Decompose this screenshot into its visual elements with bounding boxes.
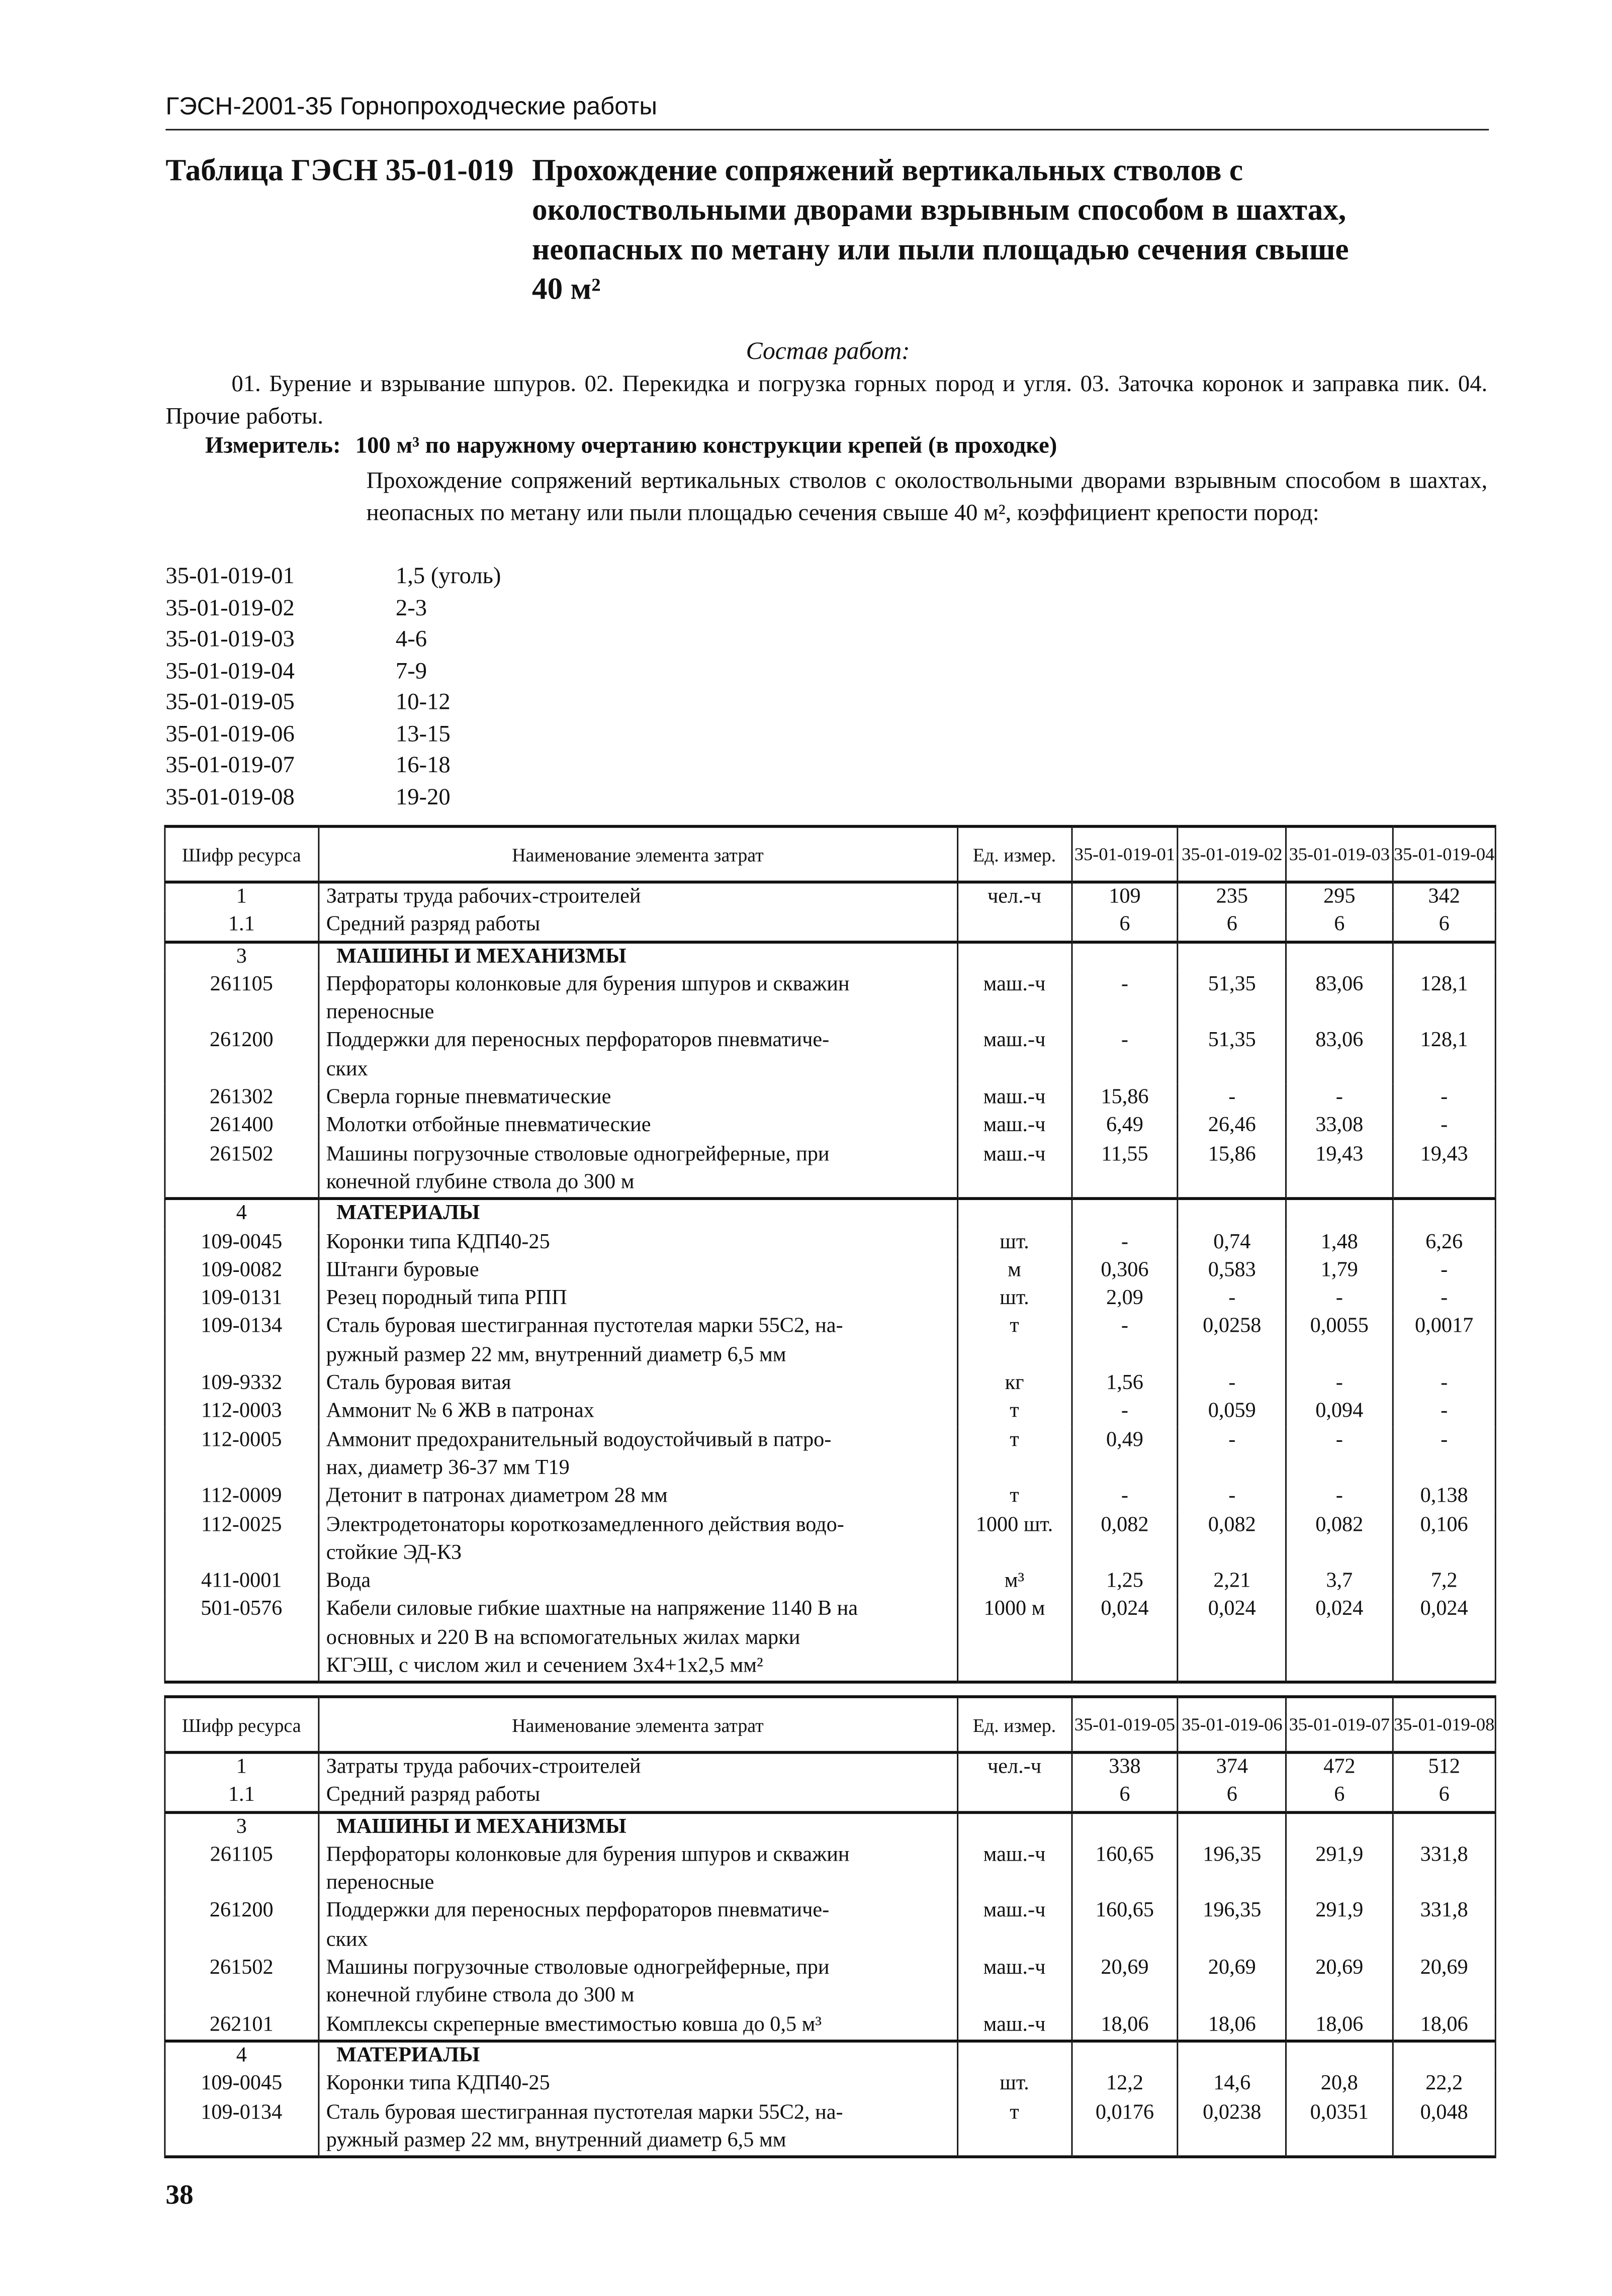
resource-unit bbox=[957, 912, 1071, 942]
resource-unit: маш.-ч bbox=[957, 1113, 1071, 1141]
resource-value: 472 bbox=[1286, 1753, 1393, 1782]
header-code: Шифр ресурса bbox=[165, 826, 318, 882]
resource-name: Аммонит предохранительный водоустойчивый в патро- нах, диаметр 36-37 мм Т19 bbox=[318, 1427, 958, 1483]
empty-cell bbox=[1393, 1812, 1495, 1842]
resource-code: 109-0045 bbox=[165, 2071, 318, 2099]
resource-value: 20,69 bbox=[1071, 1955, 1178, 2011]
resource-value: 33,08 bbox=[1286, 1113, 1393, 1141]
resource-value: 18,06 bbox=[1071, 2011, 1178, 2041]
resource-value: - bbox=[1393, 1427, 1495, 1483]
resource-value: 0,024 bbox=[1286, 1596, 1393, 1683]
empty-cell bbox=[957, 1199, 1071, 1229]
empty-cell bbox=[1286, 942, 1393, 971]
code-row bbox=[165, 719, 501, 751]
table-row bbox=[165, 1398, 1495, 1426]
table-row bbox=[165, 1427, 1495, 1483]
resource-name: Сверла горные пневматические bbox=[318, 1084, 958, 1113]
resource-value: 6 bbox=[1071, 912, 1178, 942]
resource-value: 0,0017 bbox=[1393, 1314, 1495, 1370]
table-row bbox=[165, 912, 1495, 942]
resource-name: Сталь буровая шестигранная пустотелая марки 55С2, на- ружный размер 22 мм, внутренний диаметр 6,5 мм bbox=[318, 1314, 958, 1370]
resource-value: 20,8 bbox=[1286, 2071, 1393, 2099]
resource-value: 22,2 bbox=[1393, 2071, 1495, 2099]
header-norm-code: 35-01-019-07 bbox=[1286, 1697, 1393, 1753]
section-code: 4 bbox=[165, 1199, 318, 1229]
resource-code: 1 bbox=[165, 1753, 318, 1782]
header-name: Наименование элемента затрат bbox=[318, 826, 958, 882]
resource-code: 112-0025 bbox=[165, 1511, 318, 1568]
resource-value: 0,082 bbox=[1178, 1511, 1286, 1568]
resource-unit: маш.-ч bbox=[957, 971, 1071, 1028]
resource-name: Средний разряд работы bbox=[318, 912, 958, 942]
empty-cell bbox=[1178, 942, 1286, 971]
resource-value: 83,06 bbox=[1286, 1028, 1393, 1084]
table-row bbox=[165, 1898, 1495, 1955]
resource-name: Аммонит № 6 ЖВ в патронах bbox=[318, 1398, 958, 1426]
resource-value: - bbox=[1178, 1084, 1286, 1113]
measure-value: 100 м³ по наружному очертанию конструкции крепей (в проходке) bbox=[355, 433, 1057, 459]
section-row bbox=[165, 942, 1495, 971]
section-row bbox=[165, 1199, 1495, 1229]
works-heading: Состав работ: bbox=[746, 337, 910, 365]
section-title: МАТЕРИАЛЫ bbox=[318, 1199, 958, 1229]
empty-cell bbox=[1178, 2041, 1286, 2071]
header-row bbox=[165, 1697, 1495, 1753]
empty-cell bbox=[1393, 2041, 1495, 2071]
title-line: околоствольными дворами взрывным способом в шахтах, bbox=[531, 192, 1347, 227]
resource-code: 262101 bbox=[165, 2011, 318, 2041]
resource-name: Перфораторы колонковые для бурения шпуров и скважин переносные bbox=[318, 1842, 958, 1898]
resource-value: 0,306 bbox=[1071, 1257, 1178, 1285]
table-row bbox=[165, 1113, 1495, 1141]
code-value: 1,5 (уголь) bbox=[395, 564, 501, 589]
resource-name: Затраты труда рабочих-строителей bbox=[318, 882, 958, 912]
header-unit: Ед. измер. bbox=[957, 826, 1071, 882]
resource-code: 261302 bbox=[165, 1084, 318, 1113]
resource-value: 0,0176 bbox=[1071, 2099, 1178, 2157]
resource-code: 112-0005 bbox=[165, 1427, 318, 1483]
header-unit: Ед. измер. bbox=[957, 1697, 1071, 1753]
running-header: ГЭСН-2001-35 Горнопроходческие работы bbox=[165, 92, 658, 120]
resource-name: Затраты труда рабочих-строителей bbox=[318, 1753, 958, 1782]
resource-value: 0,059 bbox=[1178, 1398, 1286, 1426]
resource-value: 2,21 bbox=[1178, 1568, 1286, 1596]
title-prefix: Таблица ГЭСН 35-01-019 bbox=[165, 152, 514, 188]
empty-cell bbox=[1071, 1199, 1178, 1229]
resource-value: 6,49 bbox=[1071, 1113, 1178, 1141]
resource-name: Сталь буровая шестигранная пустотелая марки 55С2, на- ружный размер 22 мм, внутренний диаметр 6,5 мм bbox=[318, 2099, 958, 2157]
resource-unit: шт. bbox=[957, 1285, 1071, 1313]
code-value: 7-9 bbox=[395, 659, 427, 684]
resource-value: 331,8 bbox=[1393, 1842, 1495, 1898]
resource-unit: т bbox=[957, 1314, 1071, 1370]
resource-value: 18,06 bbox=[1393, 2011, 1495, 2041]
measure-line bbox=[205, 434, 1057, 460]
resource-value: 6 bbox=[1071, 1782, 1178, 1812]
resource-value: 0,0258 bbox=[1178, 1314, 1286, 1370]
code-id: 35-01-019-01 bbox=[165, 564, 295, 589]
resource-value: 291,9 bbox=[1286, 1898, 1393, 1955]
resource-unit: т bbox=[957, 2099, 1071, 2157]
resource-value: 512 bbox=[1393, 1753, 1495, 1782]
resource-value: 0,106 bbox=[1393, 1511, 1495, 1568]
resource-value: 0,082 bbox=[1286, 1511, 1393, 1568]
table-row bbox=[165, 1370, 1495, 1398]
resource-code: 112-0003 bbox=[165, 1398, 318, 1426]
table-row bbox=[165, 1955, 1495, 2011]
code-row bbox=[165, 687, 501, 719]
code-value: 10-12 bbox=[395, 690, 451, 715]
table-row bbox=[165, 1596, 1495, 1683]
resource-code: 261502 bbox=[165, 1141, 318, 1199]
resource-code: 261502 bbox=[165, 1955, 318, 2011]
resource-value: 160,65 bbox=[1071, 1842, 1178, 1898]
table-row bbox=[165, 1084, 1495, 1113]
resource-value: - bbox=[1286, 1285, 1393, 1313]
resource-value: - bbox=[1393, 1257, 1495, 1285]
resource-value: 0,024 bbox=[1071, 1596, 1178, 1683]
resource-name: Резец породный типа РПП bbox=[318, 1285, 958, 1313]
resource-name: Комплексы скреперные вместимостью ковша до 0,5 м³ bbox=[318, 2011, 958, 2041]
resource-value: - bbox=[1178, 1483, 1286, 1511]
resource-unit: 1000 шт. bbox=[957, 1511, 1071, 1568]
resource-value: 342 bbox=[1393, 882, 1495, 912]
resource-value: 331,8 bbox=[1393, 1898, 1495, 1955]
code-value: 13-15 bbox=[395, 721, 451, 747]
code-id: 35-01-019-04 bbox=[165, 659, 295, 684]
resource-unit: м³ bbox=[957, 1568, 1071, 1596]
resource-value: 0,094 bbox=[1286, 1398, 1393, 1426]
resource-code: 109-0134 bbox=[165, 2099, 318, 2157]
resource-value: - bbox=[1071, 1483, 1178, 1511]
codes-list bbox=[165, 561, 501, 813]
code-row bbox=[165, 782, 501, 813]
resource-value: 0,49 bbox=[1071, 1427, 1178, 1483]
resource-unit: т bbox=[957, 1427, 1071, 1483]
code-value: 19-20 bbox=[395, 784, 451, 810]
resource-name: Поддержки для переносных перфораторов пневматиче- ских bbox=[318, 1898, 958, 1955]
resource-value: 160,65 bbox=[1071, 1898, 1178, 1955]
code-value: 16-18 bbox=[395, 753, 451, 778]
section-title: МАТЕРИАЛЫ bbox=[318, 2041, 958, 2071]
resource-unit bbox=[957, 1782, 1071, 1812]
empty-cell bbox=[1071, 942, 1178, 971]
table-row bbox=[165, 1141, 1495, 1199]
resource-value: - bbox=[1178, 1370, 1286, 1398]
table-row bbox=[165, 2099, 1495, 2157]
code-value: 4-6 bbox=[395, 627, 427, 652]
resource-value: - bbox=[1286, 1370, 1393, 1398]
resource-value: - bbox=[1071, 1314, 1178, 1370]
resource-value: 0,0351 bbox=[1286, 2099, 1393, 2157]
header-norm-code: 35-01-019-08 bbox=[1393, 1697, 1495, 1753]
resource-value: 15,86 bbox=[1178, 1141, 1286, 1199]
resource-value: 20,69 bbox=[1178, 1955, 1286, 2011]
resource-unit: маш.-ч bbox=[957, 1141, 1071, 1199]
resource-code: 501-0576 bbox=[165, 1596, 318, 1683]
table-row bbox=[165, 1782, 1495, 1812]
resource-value: 6 bbox=[1178, 1782, 1286, 1812]
empty-cell bbox=[1286, 1199, 1393, 1229]
header-norm-code: 35-01-019-05 bbox=[1071, 1697, 1178, 1753]
empty-cell bbox=[957, 2041, 1071, 2071]
resource-value: 0,583 bbox=[1178, 1257, 1286, 1285]
empty-cell bbox=[1178, 1812, 1286, 1842]
resource-unit: кг bbox=[957, 1370, 1071, 1398]
resource-value: 6 bbox=[1286, 912, 1393, 942]
resource-code: 1.1 bbox=[165, 912, 318, 942]
resource-code: 112-0009 bbox=[165, 1483, 318, 1511]
section-code: 3 bbox=[165, 942, 318, 971]
header-norm-code: 35-01-019-04 bbox=[1393, 826, 1495, 882]
section-code: 3 bbox=[165, 1812, 318, 1842]
empty-cell bbox=[1286, 1812, 1393, 1842]
resource-name: Сталь буровая витая bbox=[318, 1370, 958, 1398]
resource-code: 1.1 bbox=[165, 1782, 318, 1812]
resource-code: 109-0082 bbox=[165, 1257, 318, 1285]
resource-name: Поддержки для переносных перфораторов пневматиче- ских bbox=[318, 1028, 958, 1084]
resource-value: 19,43 bbox=[1286, 1141, 1393, 1199]
resource-unit: маш.-ч bbox=[957, 1955, 1071, 2011]
resource-unit: шт. bbox=[957, 1229, 1071, 1257]
resource-value: 1,48 bbox=[1286, 1229, 1393, 1257]
resource-value: - bbox=[1071, 1398, 1178, 1426]
resource-value: 20,69 bbox=[1286, 1955, 1393, 2011]
resource-value: 374 bbox=[1178, 1753, 1286, 1782]
resource-value: 0,082 bbox=[1071, 1511, 1178, 1568]
resource-name: Машины погрузочные стволовые одногрейферные, при конечной глубине ствола до 300 м bbox=[318, 1955, 958, 2011]
resource-value: 12,2 bbox=[1071, 2071, 1178, 2099]
resource-table-2 bbox=[164, 1695, 1496, 2158]
resource-name: Перфораторы колонковые для бурения шпуров и скважин переносные bbox=[318, 971, 958, 1028]
resource-code: 109-0131 bbox=[165, 1285, 318, 1313]
resource-value: 7,2 bbox=[1393, 1568, 1495, 1596]
empty-cell bbox=[1393, 942, 1495, 971]
code-row bbox=[165, 593, 501, 624]
resource-code: 261200 bbox=[165, 1028, 318, 1084]
section-row bbox=[165, 1812, 1495, 1842]
code-row bbox=[165, 561, 501, 593]
resource-value: 235 bbox=[1178, 882, 1286, 912]
resource-name: Кабели силовые гибкие шахтные на напряжение 1140 В на основных и 220 В на вспомогательных жилах марки КГЭШ, с числом жил и сечением 3х4+1х2,5 мм² bbox=[318, 1596, 958, 1683]
resource-name: Штанги буровые bbox=[318, 1257, 958, 1285]
header-row bbox=[165, 826, 1495, 882]
resource-value: - bbox=[1393, 1285, 1495, 1313]
empty-cell bbox=[957, 1812, 1071, 1842]
section-code: 4 bbox=[165, 2041, 318, 2071]
measure-label: Измеритель: bbox=[205, 433, 341, 459]
title-line: 40 м² bbox=[531, 271, 601, 307]
resource-unit: м bbox=[957, 1257, 1071, 1285]
resource-value: - bbox=[1393, 1370, 1495, 1398]
resource-value: 51,35 bbox=[1178, 971, 1286, 1028]
resource-value: - bbox=[1393, 1398, 1495, 1426]
table-row bbox=[165, 2011, 1495, 2041]
resource-unit: маш.-ч bbox=[957, 2011, 1071, 2041]
resource-value: 0,024 bbox=[1393, 1596, 1495, 1683]
table-row bbox=[165, 2071, 1495, 2099]
resource-unit: маш.-ч bbox=[957, 1898, 1071, 1955]
resource-value: 0,0055 bbox=[1286, 1314, 1393, 1370]
resource-value: - bbox=[1071, 1028, 1178, 1084]
resource-name: Машины погрузочные стволовые одногрейферные, при конечной глубине ствола до 300 м bbox=[318, 1141, 958, 1199]
resource-value: 19,43 bbox=[1393, 1141, 1495, 1199]
resource-unit: т bbox=[957, 1483, 1071, 1511]
resource-unit: т bbox=[957, 1398, 1071, 1426]
resource-code: 109-0134 bbox=[165, 1314, 318, 1370]
resource-value: 14,6 bbox=[1178, 2071, 1286, 2099]
resource-value: 26,46 bbox=[1178, 1113, 1286, 1141]
table-row bbox=[165, 1511, 1495, 1568]
resource-value: 18,06 bbox=[1286, 2011, 1393, 2041]
section-title: МАШИНЫ И МЕХАНИЗМЫ bbox=[318, 1812, 958, 1842]
code-id: 35-01-019-07 bbox=[165, 753, 295, 778]
resource-name: Средний разряд работы bbox=[318, 1782, 958, 1812]
resource-unit: маш.-ч bbox=[957, 1084, 1071, 1113]
resource-value: 128,1 bbox=[1393, 1028, 1495, 1084]
table-row bbox=[165, 882, 1495, 912]
table-row bbox=[165, 1314, 1495, 1370]
resource-value: 11,55 bbox=[1071, 1141, 1178, 1199]
empty-cell bbox=[957, 942, 1071, 971]
resource-value: 0,138 bbox=[1393, 1483, 1495, 1511]
section-row bbox=[165, 2041, 1495, 2071]
resource-value: 51,35 bbox=[1178, 1028, 1286, 1084]
resource-value: - bbox=[1178, 1285, 1286, 1313]
header-norm-code: 35-01-019-03 bbox=[1286, 826, 1393, 882]
empty-cell bbox=[1178, 1199, 1286, 1229]
resource-value: 291,9 bbox=[1286, 1842, 1393, 1898]
code-row bbox=[165, 624, 501, 656]
table-row bbox=[165, 971, 1495, 1028]
resource-unit: чел.-ч bbox=[957, 1753, 1071, 1782]
resource-value: - bbox=[1286, 1084, 1393, 1113]
resource-code: 261105 bbox=[165, 1842, 318, 1898]
resource-value: - bbox=[1286, 1483, 1393, 1511]
resource-value: 83,06 bbox=[1286, 971, 1393, 1028]
resource-value: 2,09 bbox=[1071, 1285, 1178, 1313]
resource-value: 0,74 bbox=[1178, 1229, 1286, 1257]
table-row bbox=[165, 1753, 1495, 1782]
resource-unit: 1000 м bbox=[957, 1596, 1071, 1683]
resource-value: 6 bbox=[1286, 1782, 1393, 1812]
table-row bbox=[165, 1257, 1495, 1285]
code-id: 35-01-019-08 bbox=[165, 784, 295, 810]
resource-value: 295 bbox=[1286, 882, 1393, 912]
resource-value: - bbox=[1178, 1427, 1286, 1483]
resource-code: 261105 bbox=[165, 971, 318, 1028]
header-norm-code: 35-01-019-01 bbox=[1071, 826, 1178, 882]
resource-value: 3,7 bbox=[1286, 1568, 1393, 1596]
empty-cell bbox=[1286, 2041, 1393, 2071]
table-row bbox=[165, 1028, 1495, 1084]
resource-code: 261200 bbox=[165, 1898, 318, 1955]
resource-value: 0,0238 bbox=[1178, 2099, 1286, 2157]
code-id: 35-01-019-06 bbox=[165, 721, 295, 747]
resource-value: - bbox=[1393, 1113, 1495, 1141]
header-norm-code: 35-01-019-02 bbox=[1178, 826, 1286, 882]
resource-code: 411-0001 bbox=[165, 1568, 318, 1596]
empty-cell bbox=[1393, 1199, 1495, 1229]
header-code: Шифр ресурса bbox=[165, 1697, 318, 1753]
resource-value: - bbox=[1071, 1229, 1178, 1257]
description: Прохождение сопряжений вертикальных стволов с околоствольными дворами взрывным способом в шахтах, неопасных по метану или пыли площадью сечения свыше 40 м², коэффициент крепости пород: bbox=[366, 469, 1488, 525]
resource-value: 6 bbox=[1393, 1782, 1495, 1812]
header-name: Наименование элемента затрат bbox=[318, 1697, 958, 1753]
resource-code: 109-9332 bbox=[165, 1370, 318, 1398]
code-row bbox=[165, 750, 501, 782]
resource-name: Коронки типа КДП40-25 bbox=[318, 2071, 958, 2099]
resource-code: 261400 bbox=[165, 1113, 318, 1141]
resource-value: 15,86 bbox=[1071, 1084, 1178, 1113]
empty-cell bbox=[1071, 2041, 1178, 2071]
resource-value: 1,56 bbox=[1071, 1370, 1178, 1398]
resource-value: 20,69 bbox=[1393, 1955, 1495, 2011]
resource-value: - bbox=[1071, 971, 1178, 1028]
table-title bbox=[165, 151, 1349, 309]
resource-value: 0,048 bbox=[1393, 2099, 1495, 2157]
section-title: МАШИНЫ И МЕХАНИЗМЫ bbox=[318, 942, 958, 971]
resource-value: 6 bbox=[1393, 912, 1495, 942]
code-value: 2-3 bbox=[395, 595, 427, 621]
title-line: Прохождение сопряжений вертикальных стволов с bbox=[531, 152, 1243, 188]
resource-unit: маш.-ч bbox=[957, 1028, 1071, 1084]
resource-code: 1 bbox=[165, 882, 318, 912]
resource-value: 1,25 bbox=[1071, 1568, 1178, 1596]
resource-value: 0,024 bbox=[1178, 1596, 1286, 1683]
code-id: 35-01-019-03 bbox=[165, 627, 295, 652]
resource-value: 1,79 bbox=[1286, 1257, 1393, 1285]
resource-value: - bbox=[1286, 1427, 1393, 1483]
code-id: 35-01-019-02 bbox=[165, 595, 295, 621]
title-line: неопасных по метану или пыли площадью сечения свыше bbox=[531, 231, 1349, 267]
resource-value: 6 bbox=[1178, 912, 1286, 942]
resource-name: Детонит в патронах диаметром 28 мм bbox=[318, 1483, 958, 1511]
code-id: 35-01-019-05 bbox=[165, 690, 295, 715]
resource-code: 109-0045 bbox=[165, 1229, 318, 1257]
table-row bbox=[165, 1229, 1495, 1257]
resource-value: 196,35 bbox=[1178, 1898, 1286, 1955]
table-row bbox=[165, 1568, 1495, 1596]
resource-value: 6,26 bbox=[1393, 1229, 1495, 1257]
works-text: 01. Бурение и взрывание шпуров. 02. Перекидка и погрузка горных пород и угля. 03. Заточка коронок и заправка пик. 04. Прочие работы. bbox=[165, 372, 1488, 429]
resource-value: 18,06 bbox=[1178, 2011, 1286, 2041]
resource-unit: маш.-ч bbox=[957, 1842, 1071, 1898]
resource-unit: шт. bbox=[957, 2071, 1071, 2099]
table-row bbox=[165, 1842, 1495, 1898]
title-text bbox=[532, 151, 1349, 309]
resource-name: Молотки отбойные пневматические bbox=[318, 1113, 958, 1141]
header-norm-code: 35-01-019-06 bbox=[1178, 1697, 1286, 1753]
page-number: 38 bbox=[165, 2180, 194, 2211]
table-row bbox=[165, 1483, 1495, 1511]
resource-value: - bbox=[1393, 1084, 1495, 1113]
code-row bbox=[165, 656, 501, 687]
resource-value: 338 bbox=[1071, 1753, 1178, 1782]
empty-cell bbox=[1071, 1812, 1178, 1842]
header-rule bbox=[165, 129, 1489, 130]
resource-name: Коронки типа КДП40-25 bbox=[318, 1229, 958, 1257]
resource-name: Электродетонаторы короткозамедленного действия водо- стойкие ЭД-КЗ bbox=[318, 1511, 958, 1568]
table-row bbox=[165, 1285, 1495, 1313]
resource-table-1 bbox=[164, 825, 1496, 1684]
resource-unit: чел.-ч bbox=[957, 882, 1071, 912]
resource-name: Вода bbox=[318, 1568, 958, 1596]
resource-value: 196,35 bbox=[1178, 1842, 1286, 1898]
resource-value: 128,1 bbox=[1393, 971, 1495, 1028]
resource-value: 109 bbox=[1071, 882, 1178, 912]
